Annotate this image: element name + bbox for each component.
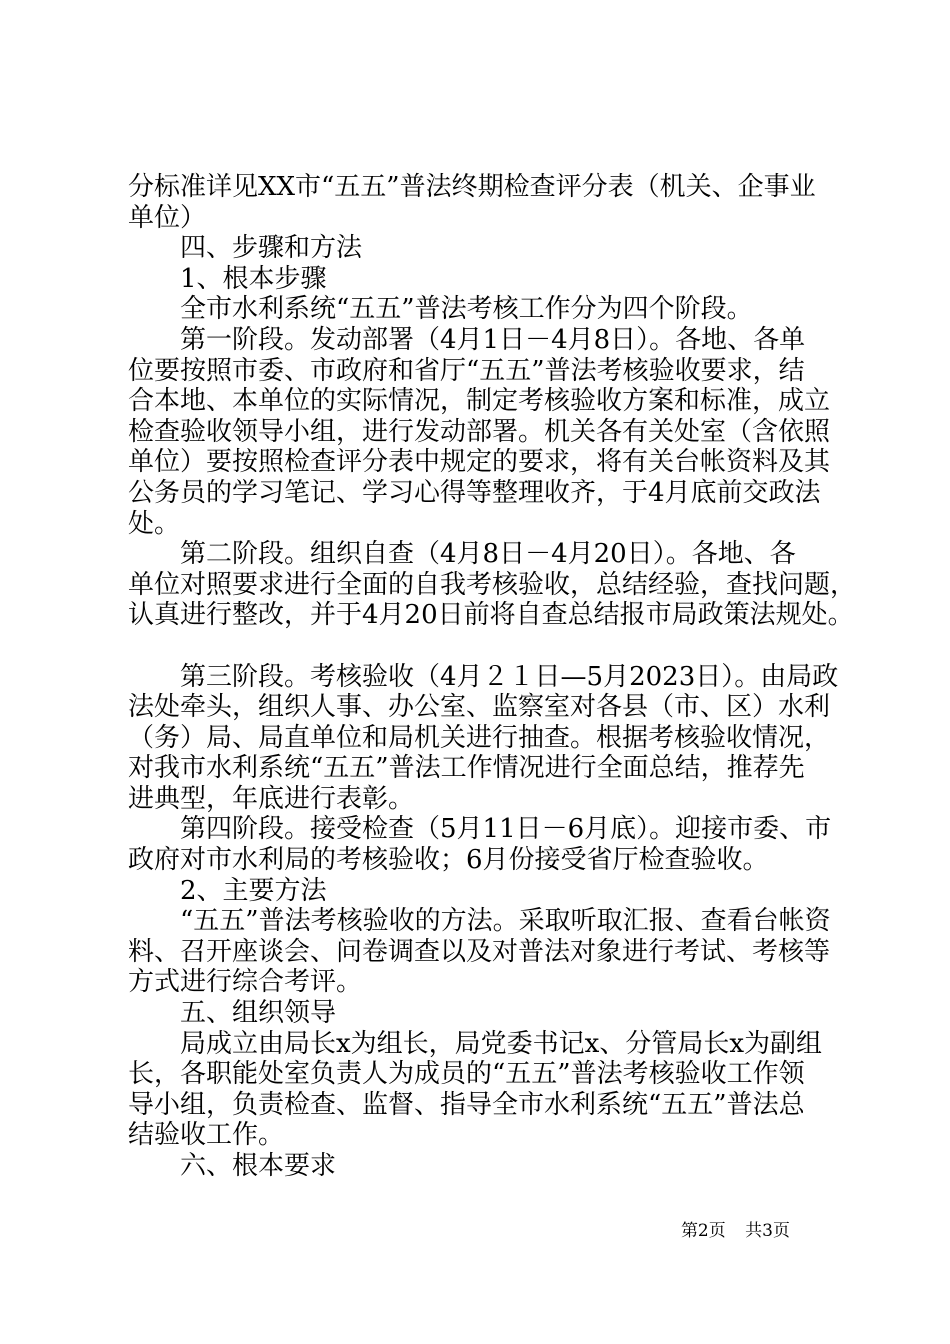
text-line: 检查验收领导小组，进行发动部署。机关各有关处室（含依照 bbox=[128, 416, 831, 447]
text-line: 五、组织领导 bbox=[180, 998, 337, 1029]
text-line: 第四阶段。接受检查（5月11日－6月底）。迎接市委、市 bbox=[180, 814, 832, 845]
footer-page-number: 第2页 bbox=[680, 1221, 726, 1241]
text-line: （务）局、局直单位和局机关进行抽查。根据考核验收情况， bbox=[128, 722, 831, 753]
text-line: 局成立由局长x为组长，局党委书记x、分管局长x为副组 bbox=[180, 1028, 822, 1059]
text-line: 1、根本步骤 bbox=[180, 263, 327, 294]
document-body bbox=[128, 172, 857, 1182]
text-line bbox=[128, 631, 828, 662]
text-line: 导小组，负责检查、监督、指导全市水利系统“五五”普法总 bbox=[128, 1089, 805, 1120]
text-line: 对我市水利系统“五五”普法工作情况进行全面总结，推荐先 bbox=[128, 753, 805, 784]
text-line: 第一阶段。发动部署（4月1日－4月8日）。各地、各单 bbox=[180, 324, 806, 355]
text-line: 第二阶段。组织自查（4月8日－4月20日）。各地、各 bbox=[180, 539, 796, 570]
text-line: 单位） bbox=[128, 202, 207, 233]
text-line: 进典型，年底进行表彰。 bbox=[128, 783, 415, 814]
text-line: 2、主要方法 bbox=[180, 875, 327, 906]
text-line: 单位对照要求进行全面的自我考核验收，总结经验，查找问题， bbox=[128, 569, 857, 600]
text-line: 公务员的学习笔记、学习心得等整理收齐，于4月底前交政法 bbox=[128, 477, 821, 508]
text-line: 结验收工作。 bbox=[128, 1120, 285, 1151]
text-line: 第三阶段。考核验收（4月２１日—5月2023日）。由局政 bbox=[180, 661, 839, 692]
text-line: 认真进行整改，并于4月20日前将自查总结报市局政策法规处。 bbox=[128, 600, 854, 631]
text-line: 政府对市水利局的考核验收；6月份接受省厅检查验收。 bbox=[128, 845, 769, 876]
text-line: 长，各职能处室负责人为成员的“五五”普法考核验收工作领 bbox=[128, 1059, 805, 1090]
page-footer bbox=[128, 1220, 822, 1242]
text-line: 合本地、本单位的实际情况，制定考核验收方案和标准，成立 bbox=[128, 386, 831, 417]
text-line: 料、召开座谈会、问卷调查以及对普法对象进行考试、考核等 bbox=[128, 936, 831, 967]
text-line: “五五”普法考核验收的方法。采取听取汇报、查看台帐资 bbox=[180, 906, 831, 937]
footer-total-pages: 共3页 bbox=[745, 1221, 790, 1241]
text-line: 全市水利系统“五五”普法考核工作分为四个阶段。 bbox=[180, 294, 753, 325]
text-line: 六、根本要求 bbox=[180, 1151, 337, 1181]
text-line: 法处牵头，组织人事、办公室、监察室对各县（市、区）水利 bbox=[128, 692, 831, 723]
text-line: 方式进行综合考评。 bbox=[128, 967, 363, 998]
text-line: 单位）要按照检查评分表中规定的要求，将有关台帐资料及其 bbox=[128, 447, 831, 478]
text-line: 四、步骤和方法 bbox=[180, 233, 363, 264]
text-line: 分标准详见XX市“五五”普法终期检查评分表（机关、企事业 bbox=[128, 172, 816, 202]
text-line: 处。 bbox=[128, 508, 181, 539]
text-line: 位要按照市委、市政府和省厅“五五”普法考核验收要求，结 bbox=[128, 355, 805, 386]
